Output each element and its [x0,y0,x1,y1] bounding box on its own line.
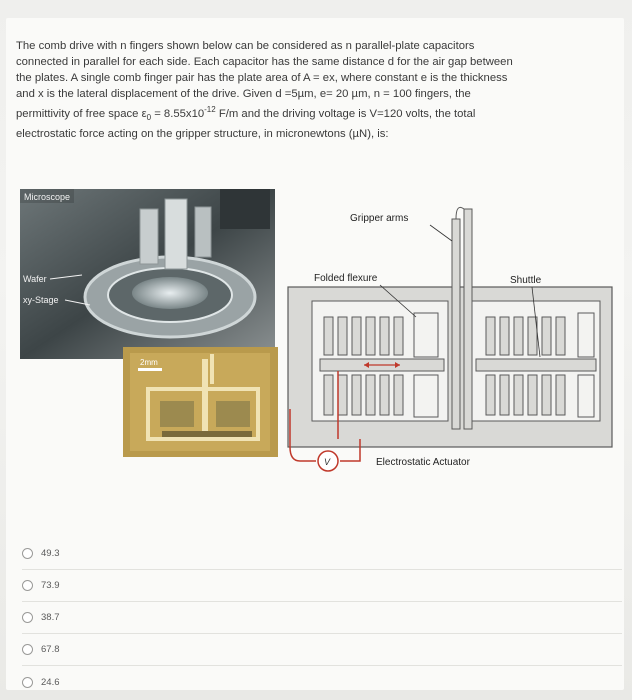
folded-flexure-label: Folded flexure [314,273,378,284]
question-line: electrostatic force acting on the gripper structure, in micronewtons (µN), is: [16,128,389,141]
answer-option[interactable] [22,538,622,570]
answer-label: 67.8 [41,644,60,655]
electrostatic-actuator-label: Electrostatic Actuator [376,457,470,468]
answer-option[interactable] [22,602,622,634]
scale-label: 2mm [140,358,158,367]
answer-option[interactable] [22,634,622,666]
comb-drive-diagram [288,207,612,471]
answer-label: 73.9 [41,580,60,591]
radio-button[interactable] [22,677,33,688]
wafer-label: Wafer [23,274,47,284]
question-line: the plates. A single comb finger pair has the plate area of A = ex, where constant e is the thickness [16,72,508,84]
gripper-arms-label: Gripper arms [350,213,409,224]
comb-drive-figure [20,189,626,519]
answer-label: 49.3 [41,548,60,559]
question-card [6,18,624,690]
question-line: and x is the lateral displacement of the drive. Given d =5µm, e= 20 µm, n = 100 fingers, the [16,88,471,100]
microscope-photo [20,189,275,359]
answer-option[interactable] [22,570,622,602]
answer-options [22,538,622,698]
question-line: connected in parallel for each side. Each capacitor has the same distance d for the air gap between [16,56,513,68]
radio-button[interactable] [22,548,33,559]
answer-label: 38.7 [41,612,60,623]
voltage-label: V [324,457,331,467]
microscope-label: Microscope [24,192,71,202]
shuttle-label: Shuttle [510,275,542,286]
radio-button[interactable] [22,612,33,623]
answer-label: 24.6 [41,676,60,688]
question-line: The comb drive with n fingers shown below can be considered as n parallel-plate capacitors [16,40,475,52]
radio-button[interactable] [22,644,33,655]
xy-stage-label: xy-Stage [23,295,59,305]
question-text [16,38,616,142]
chip-photo [123,347,278,457]
answer-option[interactable] [22,666,622,698]
radio-button[interactable] [22,580,33,591]
question-line: permittivity of free space $\varepsilon_0 = 8.55x10^{-12}$ F/m and the driving voltage is V=120 volts, the total [16,105,476,123]
